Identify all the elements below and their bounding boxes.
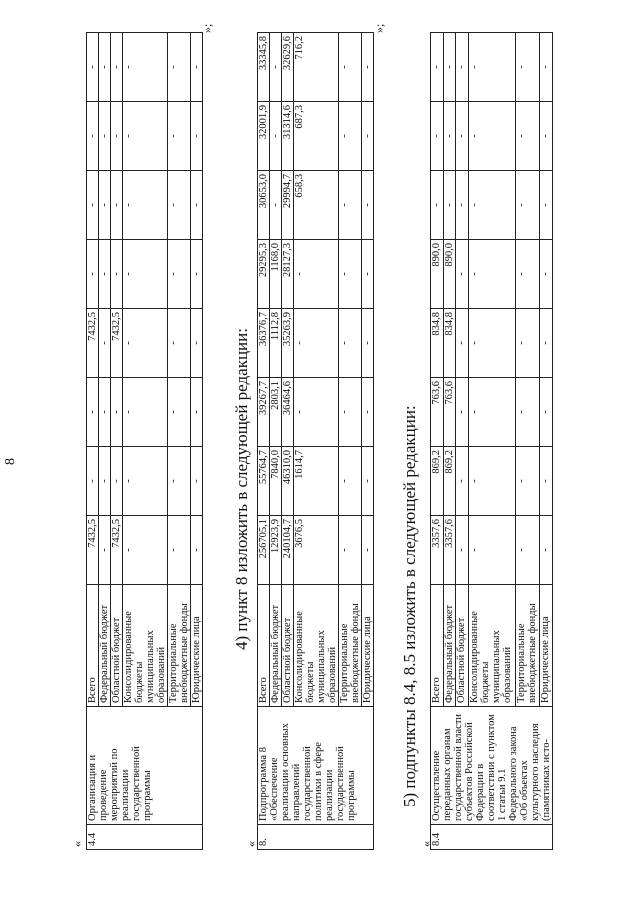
value-cell: - <box>123 378 168 447</box>
value-cell: - <box>168 171 191 240</box>
value-cell: - <box>123 33 168 102</box>
value-cell: - <box>516 33 540 102</box>
close-quote-2: »; <box>372 23 386 33</box>
value-cell: 834,8 <box>443 309 456 378</box>
value-cell: 35263,9 <box>282 309 294 378</box>
value-cell: 834,8 <box>431 309 444 378</box>
funding-source: Областной бюджет <box>282 585 294 707</box>
item-name: Осуществление переданных органам государственной власти субъектов Российской Федерации в соответствии с пунктом 1 статьи 9.1 Федерального закона «Об объектах культурного наследия (памятниках исто- <box>431 707 553 825</box>
value-cell: 2803,1 <box>270 378 282 447</box>
funding-source: Юридические лица <box>191 585 203 707</box>
value-cell: - <box>111 102 123 171</box>
value-cell: - <box>87 102 99 171</box>
value-cell: 39267,7 <box>258 378 270 447</box>
funding-source: Всего <box>431 585 444 707</box>
value-cell: - <box>191 378 203 447</box>
value-cell: - <box>339 447 362 516</box>
value-cell: - <box>87 33 99 102</box>
value-cell: 890,0 <box>443 240 456 309</box>
value-cell: 46310,0 <box>282 447 294 516</box>
item-number: 8. <box>258 825 374 850</box>
value-cell: - <box>362 240 374 309</box>
value-cell: - <box>87 378 99 447</box>
page-number: 8 <box>3 458 18 465</box>
value-cell: - <box>362 102 374 171</box>
value-cell: 12923,9 <box>270 516 282 585</box>
funding-source: Консолидированные бюджеты муниципальных образований <box>468 585 515 707</box>
funding-source: Консолидированные бюджеты муниципальных образований <box>123 585 168 707</box>
section-heading-item-8: 4) пункт 8 изложить в следующей редакции: <box>232 328 251 650</box>
value-cell: 1112,8 <box>270 309 282 378</box>
value-cell: - <box>99 102 111 171</box>
value-cell: - <box>123 102 168 171</box>
value-cell: - <box>362 309 374 378</box>
value-cell: - <box>456 33 469 102</box>
funding-source: Федеральный бюджет <box>99 585 111 707</box>
table-4-4 <box>86 40 203 850</box>
value-cell: - <box>168 240 191 309</box>
value-cell: - <box>362 33 374 102</box>
value-cell: - <box>362 516 374 585</box>
value-cell: - <box>443 33 456 102</box>
value-cell: - <box>339 240 362 309</box>
value-cell: - <box>111 171 123 240</box>
funding-source: Территориальные внебюджетные фонды <box>339 585 362 707</box>
value-cell: - <box>468 33 515 102</box>
value-cell: - <box>123 516 168 585</box>
value-cell: 869,2 <box>431 447 444 516</box>
funding-source: Консолидированные бюджеты муниципальных образований <box>294 585 339 707</box>
value-cell: - <box>123 309 168 378</box>
close-quote-1: »; <box>200 23 214 33</box>
open-quote-2: « <box>244 841 258 847</box>
value-cell: - <box>191 516 203 585</box>
value-cell: 687,3 <box>294 102 339 171</box>
value-cell: - <box>99 516 111 585</box>
value-cell: - <box>270 171 282 240</box>
value-cell: - <box>540 240 553 309</box>
value-cell: - <box>468 240 515 309</box>
funding-source: Федеральный бюджет <box>443 585 456 707</box>
value-cell: - <box>294 378 339 447</box>
funding-source: Юридические лица <box>540 585 553 707</box>
table-8-4 <box>430 40 553 850</box>
value-cell: - <box>431 102 444 171</box>
value-cell: - <box>468 309 515 378</box>
table-row <box>431 33 444 850</box>
value-cell: - <box>540 33 553 102</box>
value-cell: - <box>168 378 191 447</box>
value-cell: - <box>111 447 123 516</box>
value-cell: - <box>540 102 553 171</box>
value-cell: - <box>99 447 111 516</box>
value-cell: - <box>516 240 540 309</box>
value-cell: - <box>516 447 540 516</box>
value-cell: 36464,6 <box>282 378 294 447</box>
value-cell: - <box>270 33 282 102</box>
value-cell: 869,2 <box>443 447 456 516</box>
value-cell: 32629,6 <box>282 33 294 102</box>
value-cell: - <box>339 171 362 240</box>
value-cell: - <box>111 378 123 447</box>
value-cell: - <box>540 516 553 585</box>
value-cell: - <box>339 102 362 171</box>
value-cell: - <box>111 33 123 102</box>
value-cell: 36376,7 <box>258 309 270 378</box>
value-cell: - <box>168 516 191 585</box>
funding-source: Областной бюджет <box>111 585 123 707</box>
value-cell: 890,0 <box>431 240 444 309</box>
value-cell: - <box>456 309 469 378</box>
value-cell: 763,6 <box>443 378 456 447</box>
value-cell: - <box>87 171 99 240</box>
value-cell: - <box>191 447 203 516</box>
value-cell: 1614,7 <box>294 447 339 516</box>
item-name: Подпрограмма 8 «Обеспечение реализации основных направлений государственной политики в сфере реализации государственной программы <box>258 707 374 825</box>
value-cell: - <box>456 447 469 516</box>
funding-source: Федеральный бюджет <box>270 585 282 707</box>
value-cell: - <box>456 378 469 447</box>
value-cell: - <box>87 240 99 309</box>
value-cell: - <box>540 447 553 516</box>
value-cell: - <box>339 516 362 585</box>
value-cell: - <box>468 516 515 585</box>
value-cell: - <box>99 171 111 240</box>
value-cell: 3676,5 <box>294 516 339 585</box>
value-cell: 240104,7 <box>282 516 294 585</box>
table-row <box>258 33 270 850</box>
data-table <box>86 32 203 850</box>
value-cell: 32001,9 <box>258 102 270 171</box>
value-cell: - <box>191 33 203 102</box>
value-cell: - <box>456 171 469 240</box>
value-cell: 763,6 <box>431 378 444 447</box>
value-cell: - <box>87 447 99 516</box>
table-8 <box>257 36 374 850</box>
value-cell: - <box>270 102 282 171</box>
value-cell: - <box>168 447 191 516</box>
funding-source: Юридические лица <box>362 585 374 707</box>
value-cell: - <box>468 102 515 171</box>
value-cell: - <box>339 33 362 102</box>
value-cell: - <box>516 102 540 171</box>
value-cell: 7432,5 <box>111 309 123 378</box>
funding-source: Всего <box>258 585 270 707</box>
value-cell: 33345,8 <box>258 33 270 102</box>
value-cell: - <box>294 240 339 309</box>
item-name: Организация и проведение мероприятий по реализации государственной программы <box>87 707 203 825</box>
value-cell: - <box>540 171 553 240</box>
value-cell: - <box>191 171 203 240</box>
value-cell: 256705,1 <box>258 516 270 585</box>
value-cell: - <box>123 447 168 516</box>
open-quote-1: « <box>70 841 84 847</box>
value-cell: - <box>540 378 553 447</box>
value-cell: - <box>339 309 362 378</box>
value-cell: - <box>431 33 444 102</box>
value-cell: - <box>191 102 203 171</box>
open-quote-3: « <box>419 841 433 847</box>
value-cell: - <box>99 309 111 378</box>
value-cell: - <box>168 102 191 171</box>
value-cell: - <box>443 102 456 171</box>
value-cell: 29295,3 <box>258 240 270 309</box>
value-cell: - <box>431 171 444 240</box>
value-cell: - <box>168 309 191 378</box>
item-number: 4.4 <box>87 825 203 850</box>
value-cell: - <box>362 171 374 240</box>
value-cell: 7432,5 <box>87 309 99 378</box>
value-cell: 658,3 <box>294 171 339 240</box>
funding-source: Территориальные внебюджетные фонды <box>168 585 191 707</box>
value-cell: - <box>168 33 191 102</box>
value-cell: - <box>191 309 203 378</box>
value-cell: 3357,6 <box>443 516 456 585</box>
value-cell: - <box>99 378 111 447</box>
value-cell: - <box>516 171 540 240</box>
value-cell: - <box>468 171 515 240</box>
section-heading-subitems: 5) подпункты 8.4, 8.5 изложить в следующей редакции: <box>400 405 419 807</box>
value-cell: - <box>111 240 123 309</box>
value-cell: 28127,3 <box>282 240 294 309</box>
value-cell: - <box>456 516 469 585</box>
table-row <box>87 33 99 850</box>
value-cell: - <box>516 309 540 378</box>
value-cell: - <box>339 378 362 447</box>
value-cell: 7432,5 <box>87 516 99 585</box>
value-cell: 55764,7 <box>258 447 270 516</box>
value-cell: 7840,0 <box>270 447 282 516</box>
value-cell: - <box>540 309 553 378</box>
item-number: 8.4 <box>431 825 553 850</box>
value-cell: - <box>294 309 339 378</box>
value-cell: - <box>468 447 515 516</box>
value-cell: - <box>456 240 469 309</box>
value-cell: 31314,6 <box>282 102 294 171</box>
data-table <box>257 32 374 850</box>
value-cell: - <box>99 240 111 309</box>
value-cell: - <box>362 447 374 516</box>
value-cell: 1168,0 <box>270 240 282 309</box>
value-cell: - <box>443 171 456 240</box>
value-cell: - <box>456 102 469 171</box>
value-cell: 3357,6 <box>431 516 444 585</box>
value-cell: - <box>191 240 203 309</box>
funding-source: Территориальные внебюджетные фонды <box>516 585 540 707</box>
value-cell: 7432,5 <box>111 516 123 585</box>
funding-source: Всего <box>87 585 99 707</box>
funding-source: Областной бюджет <box>456 585 469 707</box>
value-cell: - <box>468 378 515 447</box>
value-cell: 30653,0 <box>258 171 270 240</box>
value-cell: - <box>362 378 374 447</box>
value-cell: - <box>123 240 168 309</box>
data-table <box>430 32 553 850</box>
value-cell: - <box>99 33 111 102</box>
value-cell: 716,2 <box>294 33 339 102</box>
value-cell: 29994,7 <box>282 171 294 240</box>
value-cell: - <box>516 378 540 447</box>
value-cell: - <box>516 516 540 585</box>
value-cell: - <box>123 171 168 240</box>
